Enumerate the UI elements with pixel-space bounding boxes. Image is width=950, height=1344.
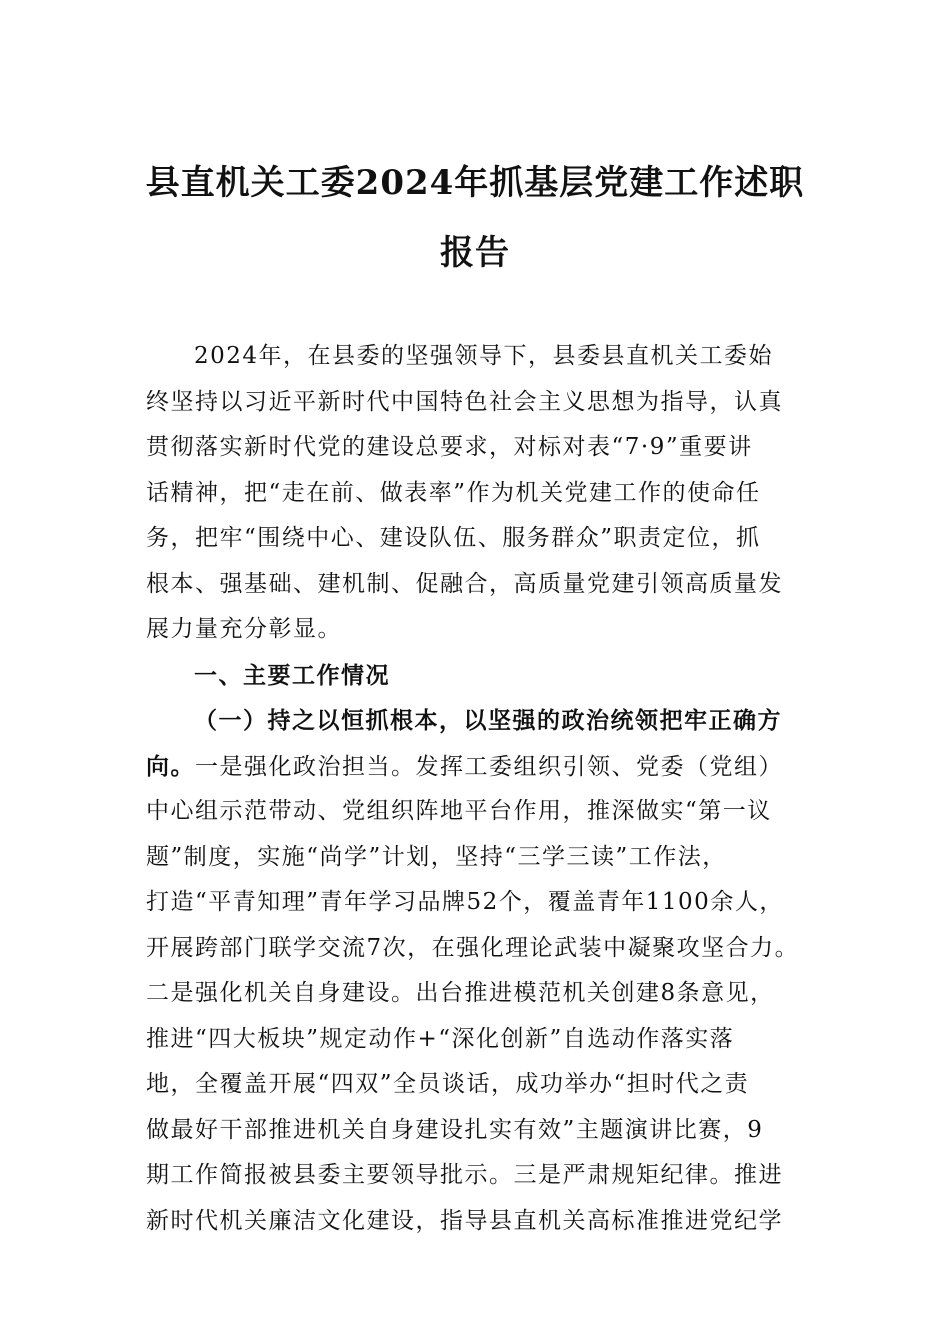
body-line: 地，全覆盖开展“四双”全员谈话，成功举办“担时代之责 bbox=[146, 1071, 750, 1097]
section-heading: 一、主要工作情况 bbox=[194, 661, 390, 689]
body-line: 期工作简报被县委主要领导批示。三是严肃规矩纪律。推进 bbox=[146, 1162, 783, 1188]
body-text: 一是强化政治担当。发挥工委组织引领、党委（党组） bbox=[195, 753, 783, 780]
body-line: 新时代机关廉洁文化建设，指导县直机关高标准推进党纪学 bbox=[146, 1207, 783, 1234]
body-line: 二是强化机关自身建设。出台推进模范机关创建8条意见， bbox=[146, 980, 775, 1006]
body-line: 开展跨部门联学交流7次，在强化理论武装中凝聚攻坚合力。 bbox=[146, 934, 800, 961]
intro-line: 根本、强基础、建机制、促融合，高质量党建引领高质量发 bbox=[146, 570, 783, 597]
intro-line: 展力量充分彰显。 bbox=[146, 616, 342, 642]
document-body bbox=[146, 334, 826, 1244]
intro-line: 2024年，在县委的坚强领导下，县委县直机关工委始 bbox=[194, 343, 774, 369]
subsection-heading: （一）持之以恒抓根本，以坚强的政治统领把牢正确方 bbox=[194, 707, 782, 734]
body-line: 打造“平青知理”青年学习品牌52个，覆盖青年1100余人， bbox=[146, 889, 784, 915]
document-title-line-1: 县直机关工委2024年抓基层党建工作述职 bbox=[145, 163, 805, 203]
subsection-heading-end: 向。 bbox=[146, 752, 195, 780]
subsection-heading-continued bbox=[146, 744, 826, 790]
document-title-line-2: 报告 bbox=[440, 233, 510, 273]
body-line: 推进“四大板块”规定动作+“深化创新”自选动作落实落 bbox=[146, 1025, 735, 1052]
intro-line: 话精神，把“走在前、做表率”作为机关党建工作的使命任 bbox=[146, 479, 761, 506]
body-line: 中心组示范带动、党组织阵地平台作用，推深做实“第一议 bbox=[146, 798, 772, 824]
intro-line: 贯彻落实新时代党的建设总要求，对标对表“7·9”重要讲 bbox=[146, 434, 753, 460]
body-line: 做最好干部推进机关自身建设扎实有效”主题演讲比赛，9 bbox=[146, 1116, 764, 1143]
body-line: 题”制度，实施“尚学”计划，坚持“三学三读”工作法， bbox=[146, 843, 727, 870]
intro-line: 终坚持以习近平新时代中国特色社会主义思想为指导，认真 bbox=[146, 388, 783, 415]
intro-line: 务，把牢“围绕中心、建设队伍、服务群众”职责定位，抓 bbox=[146, 525, 761, 551]
